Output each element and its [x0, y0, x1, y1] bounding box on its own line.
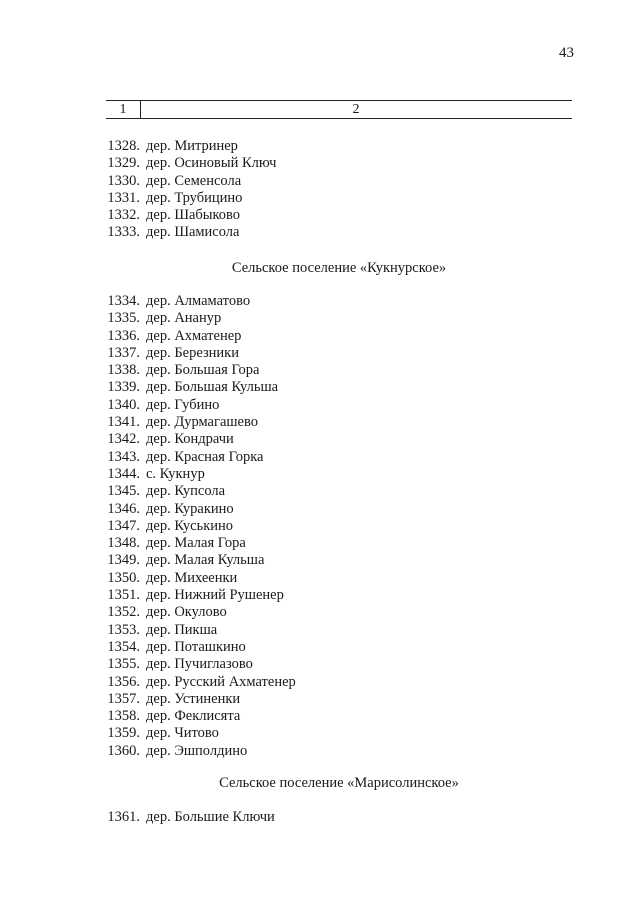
entry-number: 1352.	[107, 604, 140, 621]
entry-number: 1333.	[107, 224, 140, 241]
list-item	[96, 293, 516, 310]
list-item	[96, 622, 516, 639]
entry-number: 1346.	[107, 500, 140, 517]
entry-number: 1338.	[107, 362, 140, 379]
settlement-name: дер. Эшполдино	[146, 742, 248, 759]
entry-number: 1350.	[107, 569, 140, 586]
entry-number: 1342.	[107, 431, 140, 448]
column-2-number: 2	[352, 102, 360, 117]
list-item	[96, 449, 516, 466]
entry-number: 1345.	[107, 483, 140, 500]
settlement-name: дер. Окулово	[146, 604, 227, 621]
list-item	[96, 809, 516, 826]
list-item	[96, 725, 516, 742]
settlement-name: дер. Шабыково	[146, 207, 241, 224]
entry-number: 1349.	[107, 552, 140, 569]
settlement-name: дер. Ананур	[146, 310, 222, 327]
entry-number: 1341.	[107, 414, 140, 431]
list-item	[96, 639, 516, 656]
list-item	[96, 708, 516, 725]
settlement-name: дер. Алмаматово	[146, 293, 251, 309]
settlement-name: дер. Большие Ключи	[146, 809, 275, 825]
settlement-name: дер. Губино	[146, 396, 220, 413]
list-item	[96, 414, 516, 431]
settlement-name: дер. Малая Гора	[146, 535, 246, 552]
settlement-name: дер. Куракино	[146, 500, 234, 517]
settlement-name: дер. Русский Ахматенер	[146, 673, 296, 690]
section-heading-kuknurskoe: Сельское поселение «Кукнурское»	[231, 260, 447, 276]
list-item	[96, 328, 516, 345]
entry-number: 1360.	[107, 742, 140, 759]
entry-number: 1329.	[107, 155, 140, 172]
settlement-name: дер. Березники	[146, 344, 239, 361]
settlement-list-1	[96, 138, 516, 242]
list-item	[96, 224, 516, 241]
entry-number: 1331.	[107, 189, 140, 206]
list-item	[96, 656, 516, 673]
entry-number: 1340.	[107, 396, 140, 413]
list-item	[96, 535, 516, 552]
settlement-name: дер. Читово	[146, 725, 219, 742]
list-item	[96, 138, 516, 155]
page-number: 43	[559, 45, 574, 61]
settlement-name: дер. Устиненки	[146, 690, 241, 707]
list-item	[96, 379, 516, 396]
entry-number: 1357.	[107, 690, 140, 707]
entry-number: 1334.	[107, 293, 140, 309]
entry-number: 1339.	[107, 379, 140, 396]
settlement-name: дер. Михеенки	[146, 569, 238, 586]
settlement-name: дер. Куськино	[146, 517, 234, 534]
list-item	[96, 155, 516, 172]
settlement-name: с. Кукнур	[146, 465, 205, 482]
settlement-name: дер. Дурмагашево	[146, 414, 258, 431]
settlement-name: дер. Красная Горка	[146, 448, 264, 465]
list-item	[96, 345, 516, 362]
entry-number: 1332.	[107, 207, 140, 224]
settlement-name: дер. Большая Гора	[146, 362, 260, 379]
list-item	[96, 743, 516, 760]
list-item	[96, 207, 516, 224]
entry-number: 1354.	[107, 638, 140, 655]
list-item	[96, 587, 516, 604]
entry-number: 1336.	[107, 327, 140, 344]
list-item	[96, 570, 516, 587]
list-item	[96, 190, 516, 207]
list-item	[96, 397, 516, 414]
settlement-name: дер. Трубицино	[146, 189, 243, 206]
entry-number: 1358.	[107, 708, 140, 725]
entry-number: 1330.	[107, 172, 140, 189]
settlement-name: дер. Нижний Рушенер	[146, 587, 284, 604]
settlement-name: дер. Семенсола	[146, 172, 242, 189]
list-item	[96, 604, 516, 621]
list-item	[96, 310, 516, 327]
settlement-name: дер. Кондрачи	[146, 431, 234, 448]
entry-number: 1356.	[107, 673, 140, 690]
entry-number: 1353.	[107, 621, 140, 638]
entry-number: 1344.	[107, 465, 140, 482]
table-column-header	[106, 100, 572, 119]
entry-number: 1347.	[107, 517, 140, 534]
header-bottom-rule	[106, 118, 572, 119]
settlement-name: дер. Поташкино	[146, 638, 246, 655]
header-top-rule	[106, 100, 572, 101]
entry-number: 1355.	[107, 656, 140, 673]
settlement-name: дер. Пикша	[146, 621, 218, 638]
settlement-list-3	[96, 809, 516, 826]
entry-number: 1351.	[107, 587, 140, 604]
settlement-name: дер. Ахматенер	[146, 327, 242, 344]
list-item	[96, 674, 516, 691]
entry-number: 1328.	[107, 138, 140, 154]
list-item	[96, 552, 516, 569]
settlement-name: дер. Шамисола	[146, 224, 240, 241]
section-heading-marisolinskoe: Сельское поселение «Марисолинское»	[219, 775, 459, 791]
column-1-number: 1	[119, 102, 127, 117]
settlement-name: дер. Осиновый Ключ	[146, 155, 277, 172]
list-item	[96, 518, 516, 535]
list-item	[96, 173, 516, 190]
entry-number: 1348.	[107, 535, 140, 552]
list-item	[96, 483, 516, 500]
settlement-name: дер. Феклисята	[146, 708, 241, 725]
settlement-list-2	[96, 293, 516, 760]
list-item	[96, 691, 516, 708]
entry-number: 1361.	[107, 809, 140, 825]
entry-number: 1335.	[107, 310, 140, 327]
list-item	[96, 431, 516, 448]
list-item	[96, 466, 516, 483]
settlement-name: дер. Большая Кульша	[146, 379, 279, 396]
settlement-name: дер. Митринер	[146, 138, 238, 154]
settlement-name: дер. Малая Кульша	[146, 552, 265, 569]
list-item	[96, 362, 516, 379]
settlement-name: дер. Пучиглазово	[146, 656, 253, 673]
entry-number: 1359.	[107, 725, 140, 742]
entry-number: 1337.	[107, 344, 140, 361]
entry-number: 1343.	[107, 448, 140, 465]
settlement-name: дер. Купсола	[146, 483, 226, 500]
list-item	[96, 501, 516, 518]
